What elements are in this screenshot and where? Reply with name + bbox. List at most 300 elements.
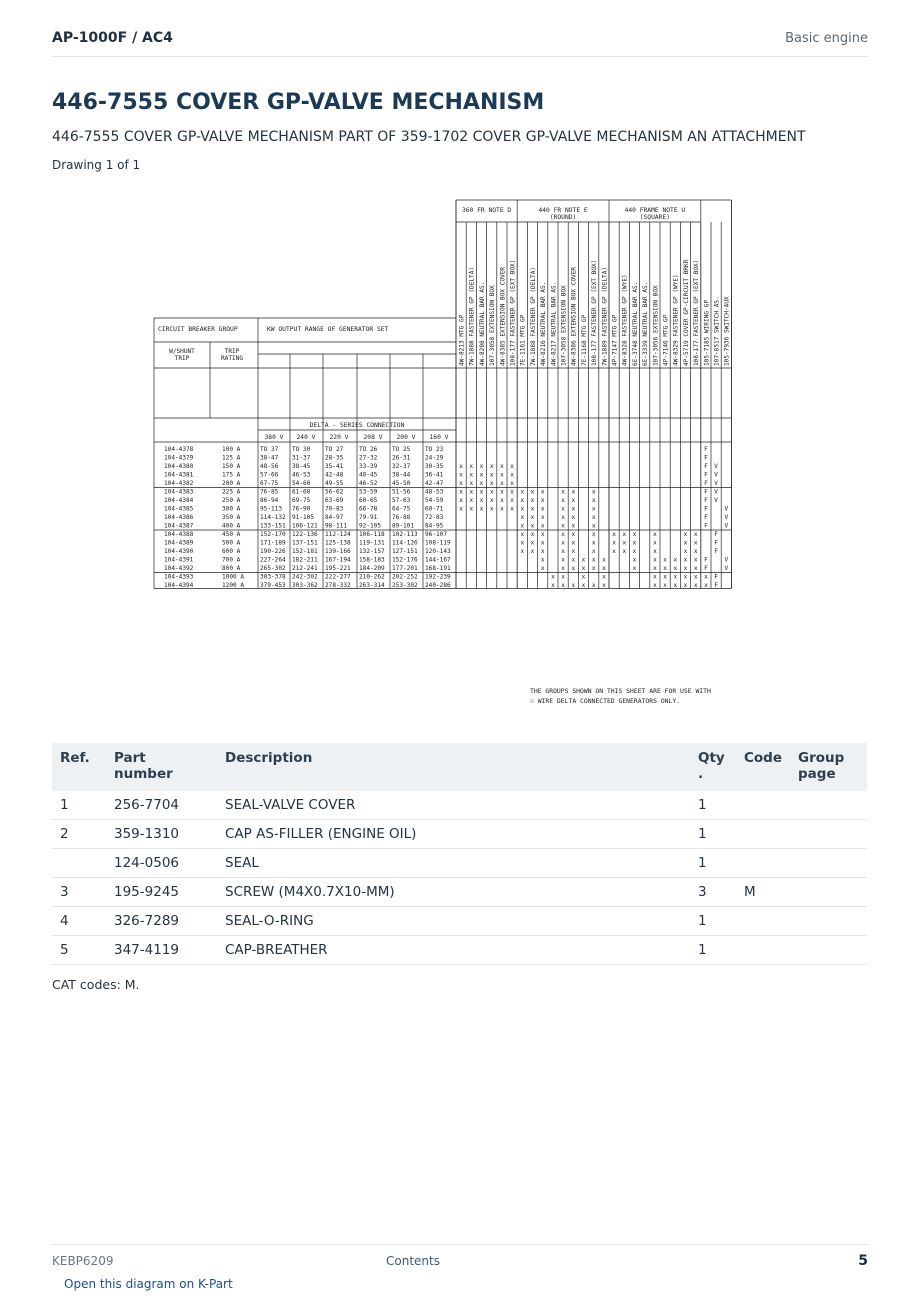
voltage-label: 220 V <box>329 434 349 441</box>
row-mark: x <box>520 488 525 496</box>
row-mark: x <box>602 573 606 581</box>
row-mark: x <box>683 556 688 564</box>
model-label: AP-1000F / AC4 <box>52 30 173 46</box>
parts-diagram[interactable] <box>150 196 770 626</box>
row-kw-range: 84-97 <box>325 514 344 521</box>
parts-table-header <box>52 743 867 791</box>
cell-part-number[interactable]: 326-7289 <box>106 907 217 936</box>
row-kw-range: 35-41 <box>325 463 344 470</box>
row-mark: x <box>602 582 606 589</box>
row-mark: x <box>561 531 565 538</box>
row-mark: x <box>571 539 576 547</box>
row-mark: V <box>724 522 729 530</box>
cell-part-number[interactable]: 124-0506 <box>106 849 217 878</box>
open-diagram-link[interactable]: Open this diagram on K-Part <box>64 1277 233 1291</box>
row-trip-rating: 500 A <box>222 539 241 547</box>
row-mark: V <box>724 514 729 521</box>
column-label: 4W-8217 NEUTRAL BAR AS. <box>550 281 558 366</box>
shunt-header-label-2: TRIP <box>174 355 190 362</box>
row-mark: F <box>704 514 708 521</box>
row-kw-range: 122-136 <box>292 531 318 538</box>
cell-code <box>736 820 790 849</box>
row-mark: x <box>693 548 698 555</box>
row-mark: x <box>571 548 576 555</box>
row-mark: F <box>714 573 718 581</box>
parts-table <box>52 743 867 965</box>
row-kw-range: 303-362 <box>292 582 318 589</box>
row-mark: x <box>500 471 504 479</box>
row-mark: x <box>622 539 627 547</box>
row-mark: F <box>714 531 718 538</box>
page-number: 5 <box>858 1253 868 1269</box>
row-mark: x <box>622 531 627 538</box>
row-mark: x <box>540 522 545 530</box>
row-kw-range: 64-75 <box>392 505 411 513</box>
column-label: 4W-8208 NEUTRAL BAR AS. <box>478 281 486 366</box>
col-description: Description <box>217 743 690 791</box>
row-trip-rating: 1000 A <box>222 573 245 581</box>
voltage-label: 240 V <box>296 434 316 441</box>
table-row[interactable] <box>52 907 867 936</box>
row-mark: x <box>489 463 494 470</box>
row-kw-range: 133-151 <box>260 522 286 530</box>
col-ref: Ref. <box>52 743 106 791</box>
row-kw-range: 144-167 <box>425 556 451 564</box>
row-kw-range: 182-211 <box>292 556 318 564</box>
row-mark: x <box>520 505 525 513</box>
cell-ref: 4 <box>52 907 106 936</box>
row-mark: x <box>693 573 698 581</box>
row-mark: x <box>581 573 586 581</box>
row-mark: x <box>540 505 545 513</box>
row-kw-range: 190-226 <box>260 548 286 555</box>
trip-header-label-2: RATING <box>220 355 244 362</box>
row-mark: x <box>591 582 596 589</box>
row-kw-range: TO 23 <box>425 446 444 453</box>
row-trip-rating: 450 A <box>222 531 241 538</box>
row-mark: x <box>489 497 494 504</box>
row-kw-range: TO 25 <box>392 446 411 453</box>
row-kw-range: 98-111 <box>325 522 348 530</box>
row-mark: x <box>561 497 565 504</box>
cell-group-page <box>790 791 867 820</box>
column-label: 4W-8213 MTG GP <box>458 314 466 366</box>
row-mark: x <box>571 582 576 589</box>
column-label: 107-3058 EXTENSION BOX <box>489 285 497 366</box>
row-trip-rating: 400 A <box>222 522 241 530</box>
row-kw-range: 67-75 <box>260 480 279 487</box>
row-mark: x <box>469 471 474 479</box>
row-mark: x <box>530 505 535 513</box>
column-label: 4P-7146 MTG GP <box>662 314 670 366</box>
row-part-number: 104-4390 <box>164 548 194 555</box>
row-mark: x <box>673 582 678 589</box>
row-mark: x <box>591 548 596 555</box>
frame-group-subheader: (SQUARE) <box>639 214 671 221</box>
row-mark: x <box>571 556 576 564</box>
row-kw-range: 278-332 <box>325 582 351 589</box>
table-row[interactable] <box>52 849 867 878</box>
row-kw-range: 24-29 <box>425 454 444 462</box>
row-kw-range: 227-264 <box>260 556 286 564</box>
row-trip-rating: 175 A <box>222 471 241 479</box>
row-mark: x <box>612 539 616 547</box>
cell-ref: 5 <box>52 936 106 965</box>
row-mark: F <box>704 480 708 487</box>
row-kw-range: 108-119 <box>425 539 451 547</box>
row-mark: V <box>714 463 718 470</box>
row-kw-range: TO 30 <box>292 446 311 453</box>
row-kw-range: 125-138 <box>325 539 351 547</box>
row-mark: x <box>500 497 504 504</box>
row-kw-range: TO 27 <box>325 446 344 453</box>
row-kw-range: 265-302 <box>260 565 286 572</box>
row-mark: x <box>591 565 596 572</box>
cell-qty: 1 <box>690 936 736 965</box>
row-mark: x <box>459 480 463 487</box>
row-mark: x <box>489 471 494 479</box>
row-trip-rating: 125 A <box>222 454 241 462</box>
cell-description: CAP-BREATHER <box>217 936 690 965</box>
row-trip-rating: 225 A <box>222 488 241 496</box>
row-kw-range: 86-94 <box>260 497 279 504</box>
row-part-number: 104-4384 <box>164 497 194 504</box>
row-mark: x <box>530 497 535 504</box>
row-mark: x <box>520 548 525 555</box>
row-kw-range: 177-201 <box>392 565 418 572</box>
row-mark: x <box>602 556 606 564</box>
column-label: 7W-1889 FASTENER GP (DELTA) <box>601 266 609 366</box>
row-mark: x <box>653 539 657 547</box>
row-part-number: 104-4389 <box>164 539 194 547</box>
row-mark: F <box>704 497 708 504</box>
row-mark: x <box>632 531 637 538</box>
column-label: 4W-8216 NEUTRAL BAR AS. <box>540 281 548 366</box>
row-part-number: 104-4392 <box>164 565 194 572</box>
row-mark: F <box>704 505 708 513</box>
row-part-number: 104-4381 <box>164 471 194 479</box>
row-mark: x <box>693 531 698 538</box>
row-mark: x <box>500 480 504 487</box>
row-mark: x <box>673 573 678 581</box>
row-mark: x <box>561 522 565 530</box>
col-group-page: Group page <box>790 743 867 791</box>
row-mark: F <box>704 471 708 479</box>
voltage-label: 380 V <box>264 434 284 441</box>
row-kw-range: 57-66 <box>260 471 279 479</box>
row-mark: x <box>510 463 514 470</box>
row-kw-range: 54-59 <box>425 497 444 504</box>
row-mark: x <box>683 565 688 572</box>
row-mark: V <box>714 471 718 479</box>
row-mark: x <box>673 556 678 564</box>
frame-group-header: 360 FR NOTE D <box>461 207 512 214</box>
row-mark: x <box>540 497 545 504</box>
table-row[interactable] <box>52 936 867 965</box>
row-mark: x <box>612 531 616 538</box>
row-mark: x <box>591 488 596 496</box>
row-part-number: 104-4394 <box>164 582 194 589</box>
row-kw-range: 253-302 <box>392 582 418 589</box>
row-trip-rating: 250 A <box>222 497 241 504</box>
cell-code <box>736 936 790 965</box>
row-mark: x <box>479 488 484 496</box>
shunt-header-label: W/SHUNT <box>169 348 195 355</box>
row-kw-range: 26-31 <box>392 454 411 462</box>
row-kw-range: 30-35 <box>425 463 444 470</box>
row-mark: x <box>540 514 545 521</box>
row-kw-range: 76-88 <box>392 514 411 521</box>
row-mark: V <box>714 488 718 496</box>
row-kw-range: 152-176 <box>392 556 418 564</box>
cell-ref: 3 <box>52 878 106 907</box>
row-mark: x <box>591 522 596 530</box>
voltage-label: 208 V <box>363 434 383 441</box>
row-kw-range: 49-55 <box>325 480 344 487</box>
cell-ref: 2 <box>52 820 106 849</box>
row-mark: F <box>704 556 708 564</box>
row-part-number: 104-4380 <box>164 463 194 470</box>
row-mark: x <box>591 531 596 538</box>
row-mark: x <box>520 522 525 530</box>
row-mark: x <box>673 565 678 572</box>
row-part-number: 104-4382 <box>164 480 194 487</box>
page-title: 446-7555 COVER GP-VALVE MECHANISM <box>52 90 545 115</box>
row-mark: x <box>459 471 463 479</box>
voltage-label: 200 V <box>396 434 416 441</box>
cell-part-number[interactable]: 359-1310 <box>106 820 217 849</box>
row-mark: V <box>714 497 718 504</box>
row-mark: x <box>510 471 514 479</box>
row-kw-range: 96-107 <box>425 531 448 538</box>
row-kw-range: 42-48 <box>325 471 344 479</box>
row-trip-rating: 350 A <box>222 514 241 521</box>
row-mark: x <box>591 505 596 513</box>
row-trip-rating: 600 A <box>222 548 241 555</box>
row-mark: F <box>714 582 718 589</box>
row-kw-range: 36-41 <box>425 471 444 479</box>
cell-code: M <box>736 878 790 907</box>
column-label: 7E-1161 MTG GP <box>519 314 527 366</box>
row-mark: x <box>469 488 474 496</box>
row-mark: x <box>704 573 708 581</box>
row-mark: x <box>581 582 586 589</box>
row-part-number: 104-4385 <box>164 505 194 513</box>
cell-description: SCREW (M4X0.7X10-MM) <box>217 878 690 907</box>
row-kw-range: 48-56 <box>260 463 279 470</box>
row-mark: x <box>540 548 545 555</box>
column-label: 107-3058 EXTENSION BOX <box>560 285 568 366</box>
row-mark: x <box>489 480 494 487</box>
cell-code <box>736 791 790 820</box>
row-trip-rating: 800 A <box>222 565 241 572</box>
row-mark: x <box>561 539 565 547</box>
row-mark: V <box>724 505 729 513</box>
cell-qty: 1 <box>690 820 736 849</box>
column-label: 7E-1168 MTG GP <box>580 314 588 366</box>
cell-code <box>736 907 790 936</box>
section-label: Basic engine <box>785 31 868 46</box>
voltage-label: 160 V <box>429 434 449 441</box>
trip-header-label: TRIP <box>224 348 240 355</box>
row-kw-range: 31-37 <box>292 454 311 462</box>
row-kw-range: 63-69 <box>325 497 344 504</box>
row-kw-range: 48-53 <box>425 488 444 496</box>
row-mark: x <box>459 488 463 496</box>
row-mark: x <box>591 539 596 547</box>
row-kw-range: 28-35 <box>325 454 344 462</box>
cell-qty: 1 <box>690 791 736 820</box>
row-kw-range: 60-65 <box>359 497 378 504</box>
row-part-number: 104-4386 <box>164 514 194 521</box>
row-mark: x <box>479 505 484 513</box>
row-kw-range: 60-71 <box>425 505 444 513</box>
row-mark: x <box>551 573 555 581</box>
row-kw-range: 114-126 <box>392 539 418 547</box>
row-part-number: 104-4383 <box>164 488 194 496</box>
row-mark: x <box>561 488 565 496</box>
diagram-note: THE GROUPS SHOWN ON THIS SHEET ARE FOR USE WITH ☉ WIRE DELTA CONNECTED GENERATORS ONLY. <box>530 687 711 705</box>
page-subtitle: 446-7555 COVER GP-VALVE MECHANISM PART OF 359-1702 COVER GP-VALVE MECHANISM AN ATTACHMENT <box>52 129 806 145</box>
row-mark: F <box>714 548 718 555</box>
row-mark: x <box>520 531 525 538</box>
row-mark: x <box>663 565 667 572</box>
row-mark: x <box>459 505 463 513</box>
row-mark: x <box>653 582 657 589</box>
row-mark: x <box>489 505 494 513</box>
row-kw-range: 132-157 <box>359 548 385 555</box>
row-kw-range: 38-47 <box>260 454 279 462</box>
table-row[interactable] <box>52 878 867 907</box>
row-kw-range: 72-83 <box>425 514 444 521</box>
column-label: 107-3056 EXTENSION BOX <box>652 285 660 366</box>
row-mark: x <box>653 531 657 538</box>
group-header-label: CIRCUIT BREAKER GROUP <box>158 326 238 333</box>
row-kw-range: 38-45 <box>292 463 311 470</box>
frame-group-header: 440 FR NOTE E <box>538 207 588 214</box>
row-mark: x <box>663 556 667 564</box>
row-mark: x <box>612 548 616 555</box>
row-mark: x <box>540 488 545 496</box>
row-mark: x <box>510 497 514 504</box>
row-kw-range: 76-85 <box>260 488 279 496</box>
row-mark: x <box>489 488 494 496</box>
row-mark: x <box>632 548 637 555</box>
row-kw-range: 240-286 <box>425 582 451 589</box>
row-mark: V <box>714 480 718 487</box>
row-kw-range: 79-91 <box>359 514 378 521</box>
cell-group-page <box>790 878 867 907</box>
row-kw-range: 69-75 <box>292 497 311 504</box>
row-mark: x <box>469 463 474 470</box>
row-mark: x <box>479 497 484 504</box>
row-kw-range: 202-252 <box>392 573 418 581</box>
table-row[interactable] <box>52 820 867 849</box>
cell-part-number[interactable]: 347-4119 <box>106 936 217 965</box>
row-mark: F <box>704 565 708 572</box>
row-kw-range: 212-241 <box>292 565 318 572</box>
column-label: 6E-3339 NEUTRAL BAR AS. <box>642 281 650 366</box>
row-mark: x <box>663 582 667 589</box>
row-kw-range: 303-378 <box>260 573 286 581</box>
row-mark: x <box>510 505 514 513</box>
column-label: 107-8517 SWITCH AS. <box>713 296 721 366</box>
column-label: 4W-8328 FASTENER GP (WYE) <box>621 274 629 366</box>
row-kw-range: 106-121 <box>292 522 318 530</box>
cell-qty: 3 <box>690 878 736 907</box>
row-mark: x <box>530 514 535 521</box>
row-mark: x <box>561 514 565 521</box>
col-code: Code <box>736 743 790 791</box>
column-label: 4P-5719 COVER GP-CIRCUIT BRKR <box>682 259 690 366</box>
row-kw-range: 158-183 <box>359 556 385 564</box>
row-mark: x <box>500 488 504 496</box>
column-label: 4W-8329 FASTENER GP (WYE) <box>672 274 680 366</box>
column-label: 108-177 FASTENER GP (EXT BOX) <box>509 259 517 366</box>
row-kw-range: 95-113 <box>260 505 283 513</box>
row-mark: x <box>530 539 535 547</box>
row-kw-range: 51-56 <box>392 488 411 496</box>
cell-part-number[interactable]: 195-9245 <box>106 878 217 907</box>
row-kw-range: 379-453 <box>260 582 286 589</box>
row-mark: x <box>622 548 627 555</box>
column-label: 4W-8386 EXTENSION BOX COVER <box>570 266 578 366</box>
cell-ref <box>52 849 106 878</box>
row-part-number: 104-4388 <box>164 531 194 538</box>
contents-link[interactable]: Contents <box>386 1254 440 1268</box>
row-kw-range: 120-143 <box>425 548 451 555</box>
cell-ref: 1 <box>52 791 106 820</box>
row-mark: x <box>571 488 576 496</box>
kw-header-label: KW OUTPUT RANGE OF GENERATOR SET <box>267 326 389 333</box>
column-label: 7W-1888 FASTENER GP (DELTA) <box>529 266 537 366</box>
row-mark: x <box>520 514 525 521</box>
cell-part-number[interactable]: 256-7704 <box>106 791 217 820</box>
row-mark: x <box>571 565 576 572</box>
row-mark: x <box>591 556 596 564</box>
row-kw-range: 102-113 <box>392 531 418 538</box>
doc-id: KEBP6209 <box>52 1254 114 1268</box>
row-kw-range: 46-52 <box>359 480 378 487</box>
row-mark: x <box>581 556 586 564</box>
row-part-number: 104-4393 <box>164 573 194 581</box>
col-part-number: Part number <box>106 743 217 791</box>
row-mark: x <box>469 505 474 513</box>
row-mark: x <box>520 539 525 547</box>
row-mark: V <box>724 556 729 564</box>
row-mark: x <box>469 497 474 504</box>
frame-group-subheader: (ROUND) <box>549 214 577 221</box>
row-mark: x <box>632 556 637 564</box>
cell-description: SEAL <box>217 849 690 878</box>
table-row[interactable] <box>52 791 867 820</box>
row-mark: x <box>530 531 535 538</box>
row-mark: x <box>500 463 504 470</box>
row-kw-range: 56-62 <box>325 488 344 496</box>
row-kw-range: 263-314 <box>359 582 385 589</box>
row-kw-range: 119-131 <box>359 539 385 547</box>
row-mark: F <box>704 488 708 496</box>
row-kw-range: 112-124 <box>325 531 351 538</box>
row-kw-range: 32-37 <box>392 463 411 470</box>
row-part-number: 104-4379 <box>164 454 194 462</box>
row-trip-rating: 150 A <box>222 463 241 470</box>
row-mark: x <box>653 548 657 555</box>
row-kw-range: 139-166 <box>325 548 351 555</box>
row-mark: x <box>540 531 545 538</box>
row-kw-range: 106-118 <box>359 531 385 538</box>
row-mark: x <box>561 565 565 572</box>
